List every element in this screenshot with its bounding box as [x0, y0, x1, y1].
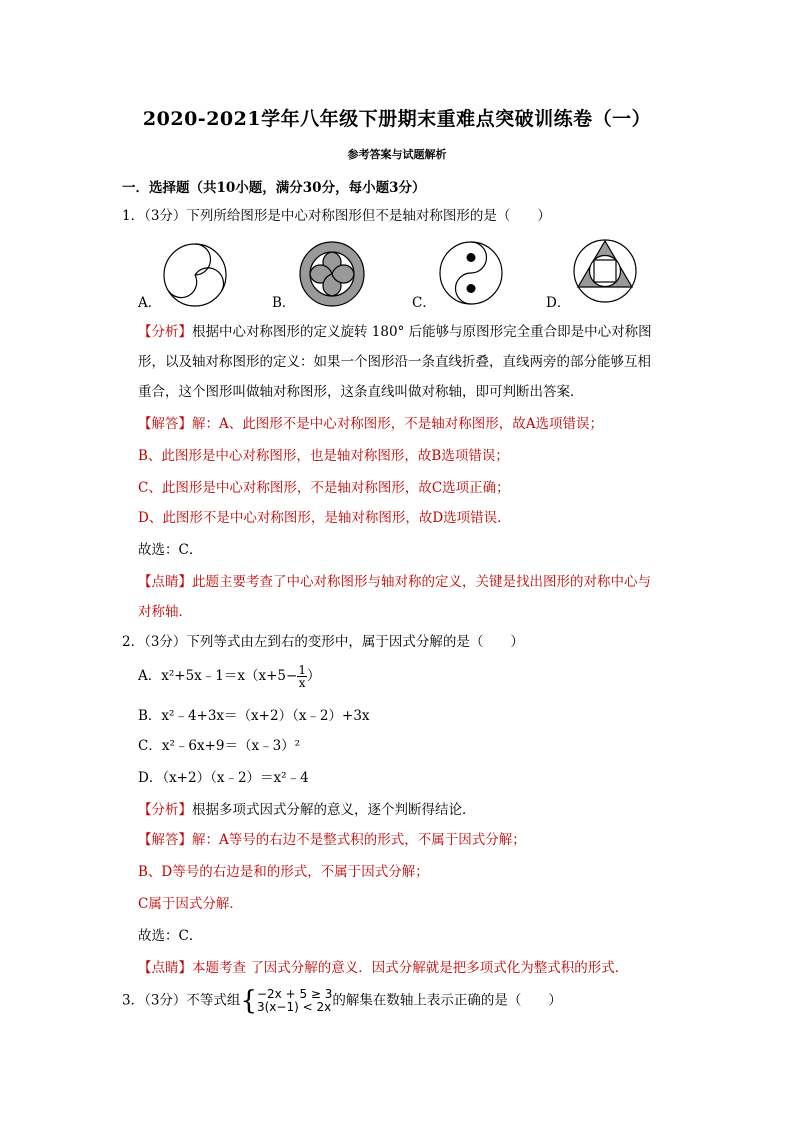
q2-answer-line-3: C属于因式分解．	[138, 896, 243, 912]
q1-figure-b	[298, 240, 366, 308]
page-title: 2020-2021学年八年级下册期末重难点突破训练卷（一）	[142, 108, 652, 130]
q1-answer-line-2: B、此图形是中心对称图形，也是轴对称图形，故B选项错误；	[138, 448, 509, 464]
q1-comment-line-1	[138, 572, 651, 592]
q1-analysis-line-1	[138, 322, 652, 342]
q1-figure-d	[572, 238, 638, 304]
q1-analysis-line-2: 形，以及轴对称图形的定义：如果一个图形沿一条直线折叠，直线两旁的部分能够互相	[138, 354, 651, 370]
q2-answer-text-1: 解：A等号的右边不是整式积的形式，不属于因式分解；	[192, 832, 526, 848]
q2-analysis-line-1	[138, 800, 476, 820]
q2-comment-tag: 【点睛】	[138, 960, 192, 976]
q2-option-a-expr: x²+5x﹣1＝x（x+5−	[161, 668, 298, 684]
q1-analysis-line-3: 重合，这个图形叫做轴对称图形，这条直线叫做对称轴，即可判断出答案．	[138, 384, 584, 400]
q1-analysis-tag: 【分析】	[138, 324, 192, 340]
q3-inequality-2: 3(x−1) < 2x	[256, 1000, 332, 1014]
q2-answer-tag: 【解答】	[138, 832, 192, 848]
q1-comment-tag: 【点睛】	[138, 574, 192, 590]
q2-analysis-text-1: 根据多项式因式分解的意义，逐个判断得结论．	[192, 802, 476, 818]
q1-answer-tag: 【解答】	[138, 416, 192, 432]
q1-comment-line-2: 对称轴．	[138, 604, 192, 620]
q2-answer-line-2: B、D等号的右边是和的形式，不属于因式分解；	[138, 864, 429, 880]
q1-choose: 故选：C．	[138, 542, 203, 558]
fraction-numerator: 1	[298, 663, 306, 677]
q2-comment-text-1: 本题考查 了因式分解的意义．因式分解就是把多项式化为整式积的形式．	[192, 960, 629, 976]
q3-stem	[122, 988, 562, 1014]
q1-option-d-label: D．	[546, 295, 571, 311]
q1-option-a-label: A．	[138, 295, 162, 311]
q2-choose: 故选：C．	[138, 928, 203, 944]
q1-analysis-text-1: 根据中心对称图形的定义旋转 180° 后能够与原图形完全重合即是中心对称图	[192, 324, 652, 340]
q3-inequality-system	[257, 988, 332, 1014]
q2-option-c: C．x²﹣6x+9＝（x﹣3）²	[138, 738, 301, 754]
q2-analysis-tag: 【分析】	[138, 802, 192, 818]
q2-option-a	[138, 664, 320, 689]
q2-option-b: B．x²﹣4+3x＝（x+2）（x﹣2）+3x	[138, 708, 370, 724]
q1-answer-text-1: 解：A、此图形不是中心对称图形，不是轴对称图形，故A选项错误；	[192, 416, 603, 432]
q1-stem: 1．（3分）下列所给图形是中心对称图形但不是轴对称图形的是（ ）	[122, 208, 551, 224]
q1-figure-c	[438, 240, 504, 306]
q2-option-a-label: A．	[138, 668, 162, 684]
q2-option-d: D．（x+2）（x﹣2）＝x²﹣4	[138, 770, 309, 786]
q1-comment-text-1: 此题主要考查了中心对称图形与轴对称的定义，关键是找出图形的对称中心与	[192, 574, 651, 590]
q2-option-a-close: ）	[306, 668, 321, 684]
q1-answer-line-4: D、此图形不是中心对称图形，是轴对称图形，故D选项错误．	[138, 510, 511, 526]
q3-stem-suffix: 的解集在数轴上表示正确的是（ ）	[332, 992, 562, 1009]
q3-inequality-1: −2x + 5 ≥ 3	[256, 987, 333, 1001]
q1-answer-line-3: C、此图形是中心对称图形，不是轴对称图形，故C选项正确；	[138, 480, 510, 496]
section-heading: 一．选择题（共10小题，满分30分，每小题3分）	[122, 180, 426, 196]
q1-answer-line-1	[138, 414, 603, 434]
q2-stem: 2．（3分）下列等式由左到右的变形中，属于因式分解的是（ ）	[122, 634, 524, 650]
q2-option-a-fraction	[297, 664, 307, 689]
fraction-denominator: x	[298, 676, 306, 690]
q1-option-b-label: B．	[272, 295, 296, 311]
q2-answer-line-1	[138, 830, 526, 850]
q1-option-c-label: C．	[412, 295, 436, 311]
q3-stem-prefix: 3．（3分）不等式组	[122, 992, 241, 1009]
q2-comment-line-1	[138, 958, 628, 978]
q1-figure-a	[162, 242, 228, 308]
q3-system-brace: {	[240, 986, 257, 1016]
page-subtitle: 参考答案与试题解析	[347, 148, 447, 161]
